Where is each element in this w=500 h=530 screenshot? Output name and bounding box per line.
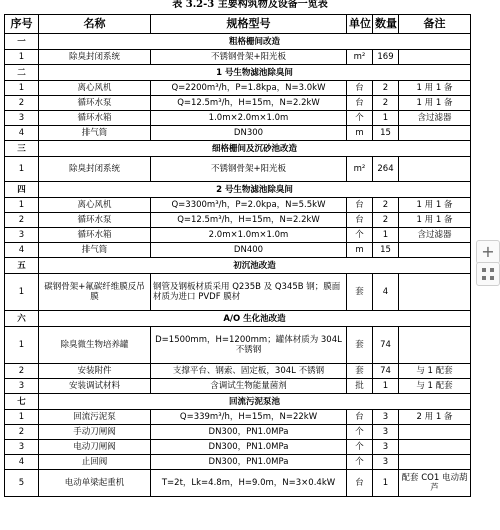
- header-spec: 规格型号: [151, 15, 347, 34]
- cell-spec: DN300: [151, 126, 347, 141]
- cell-name: 除臭封闭系统: [39, 157, 151, 182]
- cell-unit: 台: [347, 198, 373, 213]
- cell-name: 离心风机: [39, 81, 151, 96]
- cell-qty: 1: [373, 379, 399, 394]
- section-title: 回流污泥泵池: [39, 394, 471, 410]
- cell-unit: 台: [347, 470, 373, 497]
- cell-name: 除臭封闭系统: [39, 50, 151, 65]
- cell-no: 3: [5, 111, 39, 126]
- cell-name: 排气筒: [39, 243, 151, 258]
- header-name: 名称: [39, 15, 151, 34]
- table-row: [5, 126, 471, 141]
- section-title: 初沉池改造: [39, 258, 471, 274]
- cell-note: 2 用 1 备: [399, 410, 471, 425]
- cell-qty: 1: [373, 111, 399, 126]
- table-row: [5, 81, 471, 96]
- cell-unit: 台: [347, 410, 373, 425]
- section-number: 四: [5, 182, 39, 198]
- cell-qty: 1: [373, 228, 399, 243]
- cell-no: 1: [5, 410, 39, 425]
- apps-grid-icon[interactable]: [476, 262, 500, 286]
- cell-note: 与 1 配套: [399, 379, 471, 394]
- table-row: [5, 455, 471, 470]
- cell-qty: 2: [373, 198, 399, 213]
- cell-no: 2: [5, 364, 39, 379]
- cell-qty: 264: [373, 157, 399, 182]
- section-row: [5, 394, 471, 410]
- cell-no: 1: [5, 327, 39, 364]
- cell-no: 2: [5, 213, 39, 228]
- cell-name: 循环水箱: [39, 111, 151, 126]
- cell-name: 循环水箱: [39, 228, 151, 243]
- cell-no: 2: [5, 425, 39, 440]
- cell-unit: m: [347, 243, 373, 258]
- cell-note: 1 用 1 备: [399, 213, 471, 228]
- cell-no: 4: [5, 243, 39, 258]
- cell-spec: DN300，PN1.0MPa: [151, 440, 347, 455]
- table-row: [5, 440, 471, 455]
- section-number: 六: [5, 311, 39, 327]
- cell-qty: 74: [373, 327, 399, 364]
- section-row: [5, 34, 471, 50]
- section-title: 2 号生物滤池除臭间: [39, 182, 471, 198]
- section-title: A/O 生化池改造: [39, 311, 471, 327]
- cell-name: 电动刀闸阀: [39, 440, 151, 455]
- table-row: [5, 274, 471, 311]
- cell-qty: 3: [373, 425, 399, 440]
- cell-name: 止回阀: [39, 455, 151, 470]
- cell-qty: 169: [373, 50, 399, 65]
- table-row: [5, 327, 471, 364]
- cell-unit: m: [347, 126, 373, 141]
- section-number: 七: [5, 394, 39, 410]
- cell-name: 手动刀闸阀: [39, 425, 151, 440]
- header-note: 备注: [399, 15, 471, 34]
- table-row: [5, 157, 471, 182]
- cell-spec: 钢管及钢板材质采用 Q235B 及 Q345B 钢；膜面材质为进口 PVDF 膜材: [151, 274, 347, 311]
- cell-name: 除臭微生物培养罐: [39, 327, 151, 364]
- cell-spec: T=2t，Lk=4.8m，H=9.0m，N=3×0.4kW: [151, 470, 347, 497]
- cell-no: 4: [5, 455, 39, 470]
- cell-unit: 个: [347, 455, 373, 470]
- section-title: 1 号生物滤池除臭间: [39, 65, 471, 81]
- cell-unit: 套: [347, 364, 373, 379]
- cell-note: [399, 157, 471, 182]
- cell-unit: 台: [347, 96, 373, 111]
- table-row: [5, 198, 471, 213]
- cell-note: 含过滤器: [399, 228, 471, 243]
- cell-note: 含过滤器: [399, 111, 471, 126]
- header-qty: 数量: [373, 15, 399, 34]
- cell-spec: 不锈钢骨架+阳光板: [151, 157, 347, 182]
- section-row: [5, 311, 471, 327]
- cell-unit: 台: [347, 213, 373, 228]
- cell-qty: 2: [373, 96, 399, 111]
- cell-qty: 15: [373, 126, 399, 141]
- cell-note: [399, 126, 471, 141]
- cell-qty: 3: [373, 440, 399, 455]
- table-row: [5, 410, 471, 425]
- table-row: [5, 111, 471, 126]
- cell-no: 1: [5, 81, 39, 96]
- cell-name: 电动单梁起重机: [39, 470, 151, 497]
- cell-unit: 批: [347, 379, 373, 394]
- cell-spec: DN300，PN1.0MPa: [151, 455, 347, 470]
- section-title: 粗格栅间改造: [39, 34, 471, 50]
- cell-unit: 个: [347, 228, 373, 243]
- cell-name: 循环水泵: [39, 213, 151, 228]
- section-row: [5, 258, 471, 274]
- cell-note: [399, 50, 471, 65]
- cell-spec: 不锈钢骨架+阳光板: [151, 50, 347, 65]
- cell-qty: 2: [373, 81, 399, 96]
- cell-name: 回流污泥泵: [39, 410, 151, 425]
- section-number: 二: [5, 65, 39, 81]
- cell-unit: 个: [347, 425, 373, 440]
- cell-qty: 3: [373, 455, 399, 470]
- header-row: [5, 15, 471, 34]
- cell-note: 1 用 1 备: [399, 96, 471, 111]
- table-row: [5, 470, 471, 497]
- cell-note: [399, 274, 471, 311]
- cell-qty: 4: [373, 274, 399, 311]
- cell-qty: 1: [373, 470, 399, 497]
- cell-note: 1 用 1 备: [399, 81, 471, 96]
- cell-unit: m²: [347, 50, 373, 65]
- cell-spec: D=1500mm，H=1200mm；罐体材质为 304L 不锈钢: [151, 327, 347, 364]
- cell-note: 1 用 1 备: [399, 198, 471, 213]
- cell-no: 1: [5, 50, 39, 65]
- header-no: 序号: [5, 15, 39, 34]
- cell-no: 1: [5, 198, 39, 213]
- cell-qty: 3: [373, 410, 399, 425]
- cell-spec: 1.0m×2.0m×1.0m: [151, 111, 347, 126]
- plus-icon[interactable]: +: [476, 240, 500, 264]
- cell-spec: 2.0m×1.0m×1.0m: [151, 228, 347, 243]
- cell-note: [399, 440, 471, 455]
- table-row: [5, 364, 471, 379]
- table-row: [5, 50, 471, 65]
- section-row: [5, 141, 471, 157]
- table-row: [5, 96, 471, 111]
- cell-no: 5: [5, 470, 39, 497]
- cell-unit: 个: [347, 440, 373, 455]
- section-number: 五: [5, 258, 39, 274]
- cell-unit: 套: [347, 327, 373, 364]
- cell-spec: Q=3300m³/h，P=2.0kpa，N=5.5kW: [151, 198, 347, 213]
- cell-spec: 含调试生物能量菌剂: [151, 379, 347, 394]
- cell-no: 1: [5, 157, 39, 182]
- cell-unit: 台: [347, 81, 373, 96]
- cell-unit: 套: [347, 274, 373, 311]
- cell-name: 碳钢骨架+氟碳纤维膜反吊膜: [39, 274, 151, 311]
- cell-spec: Q=2200m³/h，P=1.8kpa，N=3.0kW: [151, 81, 347, 96]
- cell-note: [399, 243, 471, 258]
- cell-spec: Q=339m³/h，H=15m，N=22kW: [151, 410, 347, 425]
- cell-unit: m²: [347, 157, 373, 182]
- section-row: [5, 65, 471, 81]
- cell-spec: Q=12.5m³/h，H=15m，N=2.2kW: [151, 96, 347, 111]
- cell-no: 3: [5, 228, 39, 243]
- cell-no: 3: [5, 440, 39, 455]
- cell-no: 3: [5, 379, 39, 394]
- cell-spec: 支撑平台、钢索、固定板，304L 不锈钢: [151, 364, 347, 379]
- table-row: [5, 228, 471, 243]
- cell-name: 安装附件: [39, 364, 151, 379]
- cell-note: [399, 327, 471, 364]
- table-row: [5, 243, 471, 258]
- section-number: 一: [5, 34, 39, 50]
- cell-spec: DN400: [151, 243, 347, 258]
- cell-spec: DN300，PN1.0MPa: [151, 425, 347, 440]
- table-row: [5, 425, 471, 440]
- section-number: 三: [5, 141, 39, 157]
- cell-qty: 2: [373, 213, 399, 228]
- cell-unit: 个: [347, 111, 373, 126]
- cell-name: 循环水泵: [39, 96, 151, 111]
- table-caption: 表 3.2-3 主要构筑物及设备一览表: [172, 0, 328, 10]
- cell-no: 1: [5, 274, 39, 311]
- cell-no: 4: [5, 126, 39, 141]
- cell-no: 2: [5, 96, 39, 111]
- table-row: [5, 213, 471, 228]
- equipment-table: [4, 14, 471, 497]
- section-title: 细格栅间及沉砂池改造: [39, 141, 471, 157]
- cell-note: 与 1 配套: [399, 364, 471, 379]
- cell-note: [399, 425, 471, 440]
- header-unit: 单位: [347, 15, 373, 34]
- cell-qty: 74: [373, 364, 399, 379]
- cell-note: [399, 455, 471, 470]
- cell-name: 安装调试材料: [39, 379, 151, 394]
- table-row: [5, 379, 471, 394]
- cell-name: 离心风机: [39, 198, 151, 213]
- cell-note: 配套 CO1 电动葫芦: [399, 470, 471, 497]
- cell-name: 排气筒: [39, 126, 151, 141]
- cell-spec: Q=12.5m³/h，H=15m，N=2.2kW: [151, 213, 347, 228]
- section-row: [5, 182, 471, 198]
- cell-qty: 15: [373, 243, 399, 258]
